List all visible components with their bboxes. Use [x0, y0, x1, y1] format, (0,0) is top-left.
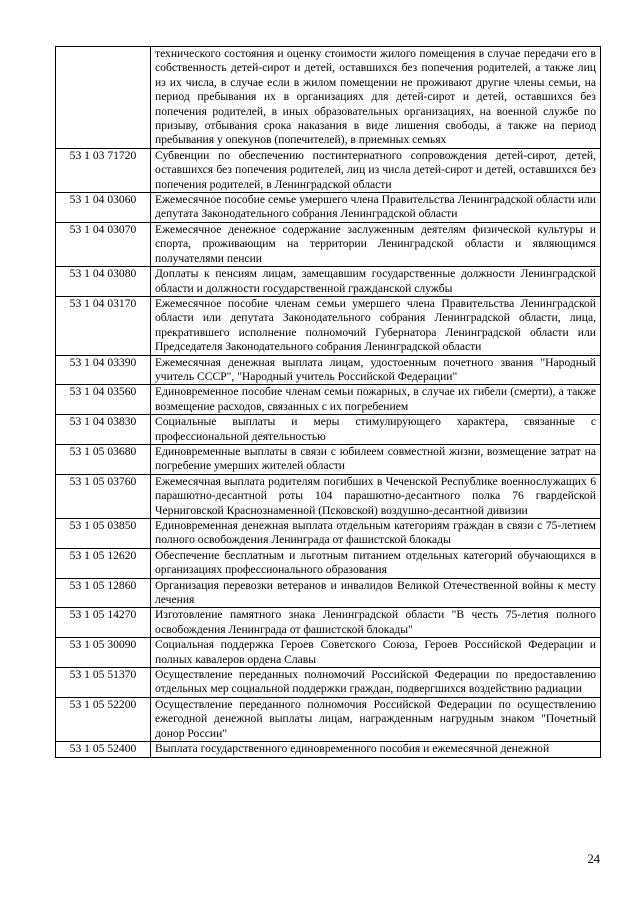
table-row — [56, 668, 601, 698]
row-description: Социальные выплаты и меры стимулирующего характера, связанные с профессиональной деятельностью — [151, 415, 601, 445]
row-code: 53 1 05 52400 — [56, 742, 151, 757]
table-row — [56, 474, 601, 518]
table-row — [56, 415, 601, 445]
row-code: 53 1 04 03390 — [56, 355, 151, 385]
row-description: Доплаты к пенсиям лицам, замещавшим государственные должности Ленинградской области и должности государственной гражданской службы — [151, 267, 601, 297]
row-description: Осуществление переданных полномочий Российской Федерации по предоставлению отдельных мер социальной поддержки граждан, подвергшихся воздействию радиации — [151, 668, 601, 698]
row-code: 53 1 04 03080 — [56, 267, 151, 297]
table-row — [56, 519, 601, 549]
row-description: Единовременное пособие членам семьи пожарных, в случае их гибели (смерти), а также возмещение расходов, связанных с их погребением — [151, 385, 601, 415]
table-row — [56, 222, 601, 266]
table-row — [56, 444, 601, 474]
row-code: 53 1 05 30090 — [56, 638, 151, 668]
row-description: Единовременная денежная выплата отдельным категориям граждан в связи с 75-летием полного освобождения Ленинграда от фашистской блокады — [151, 519, 601, 549]
table-row — [56, 296, 601, 355]
table-row — [56, 267, 601, 297]
row-description: Изготовление памятного знака Ленинградской области "В честь 75-летия полного освобождения Ленинграда от фашистской блокады" — [151, 608, 601, 638]
budget-codes-table — [55, 46, 601, 758]
row-code: 53 1 05 12620 — [56, 548, 151, 578]
row-code: 53 1 05 51370 — [56, 668, 151, 698]
table-row — [56, 638, 601, 668]
table-body — [56, 47, 601, 758]
row-description: Осуществление переданного полномочия Российской Федерации по осуществлению ежегодной денежной выплаты лицам, награжденным нагрудным знаком "Почетный донор России" — [151, 697, 601, 741]
document-page — [55, 46, 601, 758]
page-number: 24 — [587, 852, 600, 866]
row-description: Ежемесячное пособие семье умершего члена Правительства Ленинградской области или депутата Законодательного собрания Ленинградской области — [151, 193, 601, 223]
table-row — [56, 355, 601, 385]
table-row — [56, 578, 601, 608]
row-code: 53 1 04 03170 — [56, 296, 151, 355]
row-code: 53 1 05 03760 — [56, 474, 151, 518]
table-row — [56, 148, 601, 192]
row-description: Субвенции по обеспечению постинтернатного сопровождения детей-сирот, детей, оставшихся без попечения родителей, лиц из числа детей-сирот и детей, оставшихся без попечения родителей, в Ленинградской области — [151, 148, 601, 192]
table-row — [56, 47, 601, 149]
row-description: Ежемесячная денежная выплата лицам, удостоенным почетного звания "Народный учитель СССР", "Народный учитель Российской Федерации" — [151, 355, 601, 385]
row-description: Социальная поддержка Героев Советского Союза, Героев Российской Федерации и полных кавалеров ордена Славы — [151, 638, 601, 668]
row-description: Ежемесячное пособие членам семьи умершего члена Правительства Ленинградской области или депутата Законодательного собрания Ленинградской области, лица, прекратившего исполнение полномочий Губернатора Ленинградской области или Председателя Законодательного собрания Ленинградской области — [151, 296, 601, 355]
row-description: Выплата государственного единовременного пособия и ежемесячной денежной — [151, 742, 601, 757]
row-description: Единовременные выплаты в связи с юбилеем совместной жизни, возмещение затрат на погребение умерших жителей области — [151, 444, 601, 474]
row-code — [56, 47, 151, 149]
table-row — [56, 742, 601, 757]
row-code: 53 1 05 52200 — [56, 697, 151, 741]
table-row — [56, 193, 601, 223]
row-description: Ежемесячная выплата родителям погибших в Чеченской Республике военнослужащих 6 парашютно-десантной роты 104 парашютно-десантного полка 76 гвардейской Черниговской Краснознаменной (Псковской) воздушно-десантной дивизии — [151, 474, 601, 518]
row-code: 53 1 05 12860 — [56, 578, 151, 608]
row-description: Организация перевозки ветеранов и инвалидов Великой Отечественной войны к месту лечения — [151, 578, 601, 608]
row-code: 53 1 04 03060 — [56, 193, 151, 223]
row-code: 53 1 05 03680 — [56, 444, 151, 474]
row-description: Обеспечение бесплатным и льготным питанием отдельных категорий обучающихся в организациях профессионального образования — [151, 548, 601, 578]
table-row — [56, 697, 601, 741]
row-description: Ежемесячное денежное содержание заслуженным деятелям физической культуры и спорта, проживающим на территории Ленинградской области и являющимся получателями пенсии — [151, 222, 601, 266]
row-code: 53 1 05 03850 — [56, 519, 151, 549]
table-row — [56, 548, 601, 578]
row-code: 53 1 03 71720 — [56, 148, 151, 192]
row-code: 53 1 04 03830 — [56, 415, 151, 445]
row-description: технического состояния и оценку стоимости жилого помещения в случае передачи его в собственность детей-сирот и детей, оставшихся без попечения родителей, а также лиц из их числа, в случае если в жилом помещении не проживают другие члены семьи, на период пребывания их в организациях для детей-сирот и детей, оставшихся без попечения родителей, в иных образовательных организациях, на военной службе по призыву, отбывания срока наказания в виде лишения свободы, а также на период пребывания у опекунов (попечителей), в приемных семьях — [151, 47, 601, 149]
row-code: 53 1 04 03070 — [56, 222, 151, 266]
table-row — [56, 608, 601, 638]
row-code: 53 1 05 14270 — [56, 608, 151, 638]
row-code: 53 1 04 03560 — [56, 385, 151, 415]
table-row — [56, 385, 601, 415]
